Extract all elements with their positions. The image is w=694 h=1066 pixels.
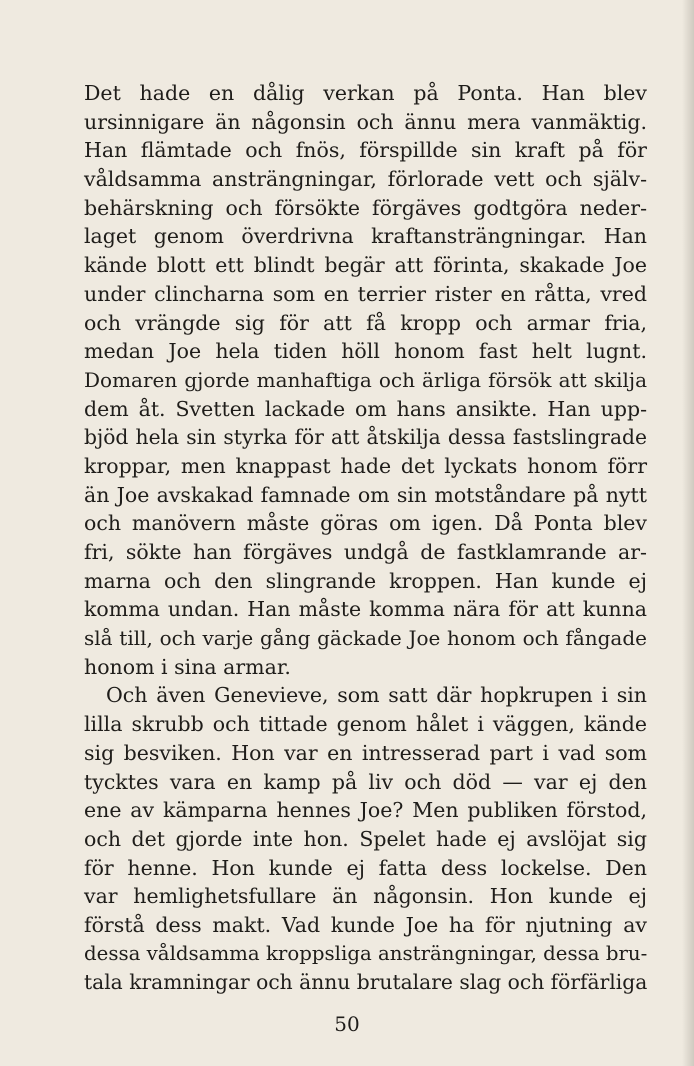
- body-text: [84, 79, 647, 997]
- text-line: slå till, och varje gång gäckade Joe honom och fångade: [84, 626, 647, 651]
- text-line: Domaren gjorde manhaftiga och ärliga försök att skilja: [84, 367, 647, 392]
- text-line: tycktes vara en kamp på liv och död — var ej den: [84, 769, 647, 794]
- text-line: var hemlighetsfullare än någonsin. Hon kunde ej: [84, 884, 647, 909]
- text-line: Det hade en dålig verkan på Ponta. Han blev: [84, 81, 647, 105]
- text-line: kände blott ett blindt begär att förinta, skakade Joe: [84, 253, 647, 278]
- text-line: kroppar, men knappast hade det lyckats honom förr: [84, 453, 647, 478]
- text-line: bjöd hela sin styrka för att åtskilja dessa fastslingrade: [84, 425, 647, 450]
- text-line: lilla skrubb och tittade genom hålet i väggen, kände: [84, 712, 647, 737]
- paragraph-end-line: honom i sina armar.: [84, 654, 291, 679]
- text-line: sig besviken. Hon var en intresserad part i vad som: [84, 740, 647, 765]
- text-line: fri, sökte han förgäves undgå de fastklamrande ar-: [84, 540, 647, 564]
- text-line: behärskning och försökte förgäves godtgöra neder-: [84, 195, 647, 220]
- text-line: och vrängde sig för att få kropp och armar fria,: [84, 310, 647, 335]
- text-line: förstå dess makt. Vad kunde Joe ha för njutning av: [84, 912, 647, 937]
- text-line: marna och den slingrande kroppen. Han kunde ej: [84, 568, 647, 593]
- text-line: och manövern måste göras om igen. Då Ponta blev: [84, 511, 647, 536]
- text-line: under clincharna som en terrier rister en råtta, vred: [84, 281, 647, 306]
- text-line: komma undan. Han måste komma nära för att kunna: [84, 597, 647, 622]
- page-edge-shadow: [682, 0, 694, 1066]
- page-number: 50: [334, 1012, 360, 1036]
- text-line: tala kramningar och ännu brutalare slag och förfärliga: [84, 970, 648, 995]
- text-line: och det gjorde inte hon. Spelet hade ej avslöjat sig: [84, 826, 647, 851]
- text-line: våldsamma ansträngningar, förlorade vett och själv-: [84, 167, 647, 192]
- text-line: medan Joe hela tiden höll honom fast helt lugnt.: [84, 339, 647, 364]
- text-line: än Joe avskakad famnade om sin motståndare på nytt: [84, 482, 647, 507]
- text-line: dessa våldsamma kroppsliga ansträngningar, dessa bru-: [84, 941, 648, 965]
- text-line: dem åt. Svetten lackade om hans ansikte. Han upp-: [84, 396, 647, 421]
- text-line: ene av kämparna hennes Joe? Men publiken förstod,: [84, 798, 647, 823]
- text-line: Han flämtade och fnös, förspillde sin kraft på för: [84, 138, 647, 163]
- text-line: för henne. Hon kunde ej fatta dess lockelse. Den: [84, 855, 647, 880]
- paragraph-start-line: Och även Genevieve, som satt där hopkrupen i sin: [106, 683, 647, 708]
- text-line: ursinnigare än någonsin och ännu mera vanmäktig.: [84, 109, 647, 134]
- text-line: laget genom överdrivna kraftansträngningar. Han: [84, 224, 647, 249]
